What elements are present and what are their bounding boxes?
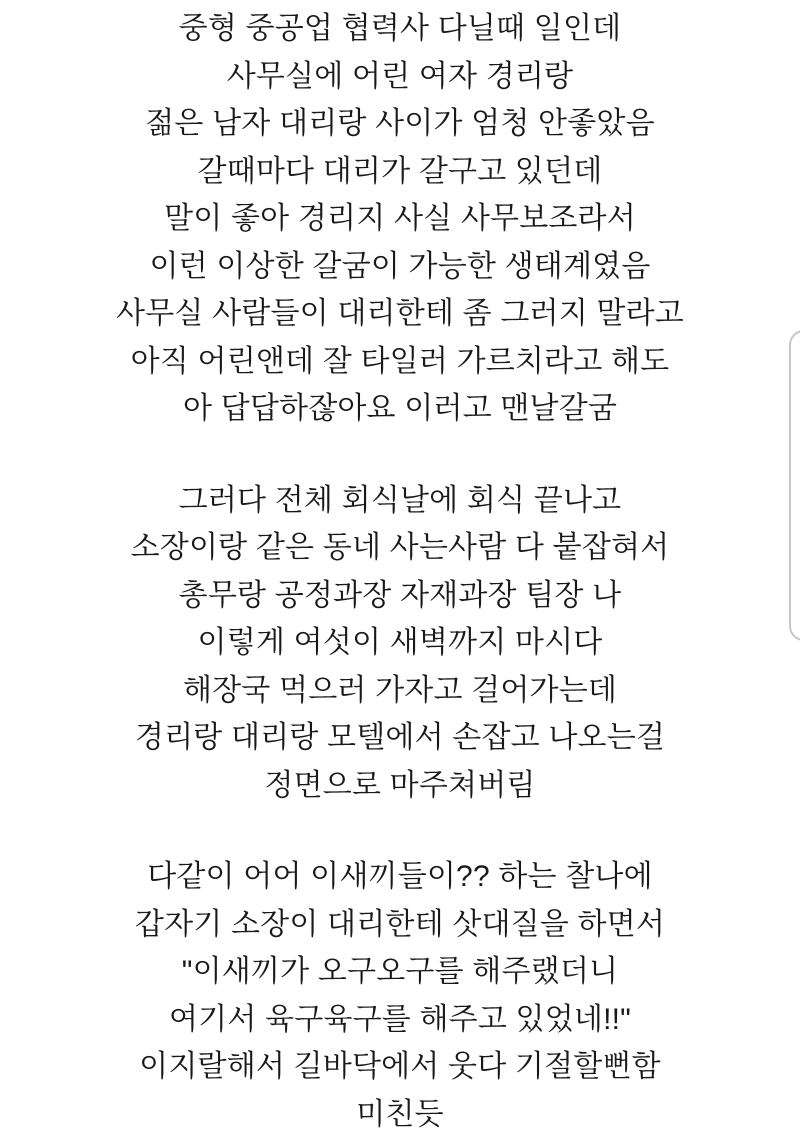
paragraph-2 <box>0 477 800 810</box>
text-line: 경리랑 대리랑 모텔에서 손잡고 나오는걸 <box>0 714 800 762</box>
text-line: 여기서 육구육구를 해주고 있었네!!" <box>0 996 800 1044</box>
text-line: 이지랄해서 길바닥에서 웃다 기절할뻔함 <box>0 1043 800 1091</box>
paragraph-1 <box>0 5 800 433</box>
text-line: 아직 어린앤데 잘 타일러 가르치라고 해도 <box>0 338 800 386</box>
text-line: 총무랑 공정과장 자재과장 팀장 나 <box>0 572 800 620</box>
text-line: 젊은 남자 대리랑 사이가 엄청 안좋았음 <box>0 100 800 148</box>
text-line: 다같이 어어 이새끼들이?? 하는 찰나에 <box>0 853 800 901</box>
text-line: 해장국 먹으러 가자고 걸어가는데 <box>0 667 800 715</box>
text-line: 그러다 전체 회식날에 회식 끝나고 <box>0 477 800 525</box>
text-line: 사무실 사람들이 대리한테 좀 그러지 말라고 <box>0 290 800 338</box>
text-line: 갑자기 소장이 대리한테 삿대질을 하면서 <box>0 901 800 949</box>
text-line: 말이 좋아 경리지 사실 사무보조라서 <box>0 195 800 243</box>
text-line: 미친듯 <box>0 1091 800 1138</box>
text-line: 사무실에 어린 여자 경리랑 <box>0 53 800 101</box>
text-line: 소장이랑 같은 동네 사는사람 다 붙잡혀서 <box>0 524 800 572</box>
scrollbar-thumb[interactable] <box>789 330 800 641</box>
paragraph-3 <box>0 853 800 1138</box>
text-line: 이렇게 여섯이 새벽까지 마시다 <box>0 619 800 667</box>
text-line: "이새끼가 오구오구를 해주랬더니 <box>0 948 800 996</box>
text-line: 아 답답하잖아요 이러고 맨날갈굼 <box>0 385 800 433</box>
text-line: 중형 중공업 협력사 다닐때 일인데 <box>0 5 800 53</box>
text-line: 갈때마다 대리가 갈구고 있던데 <box>0 148 800 196</box>
text-line: 이런 이상한 갈굼이 가능한 생태계였음 <box>0 243 800 291</box>
text-line: 정면으로 마주쳐버림 <box>0 762 800 810</box>
